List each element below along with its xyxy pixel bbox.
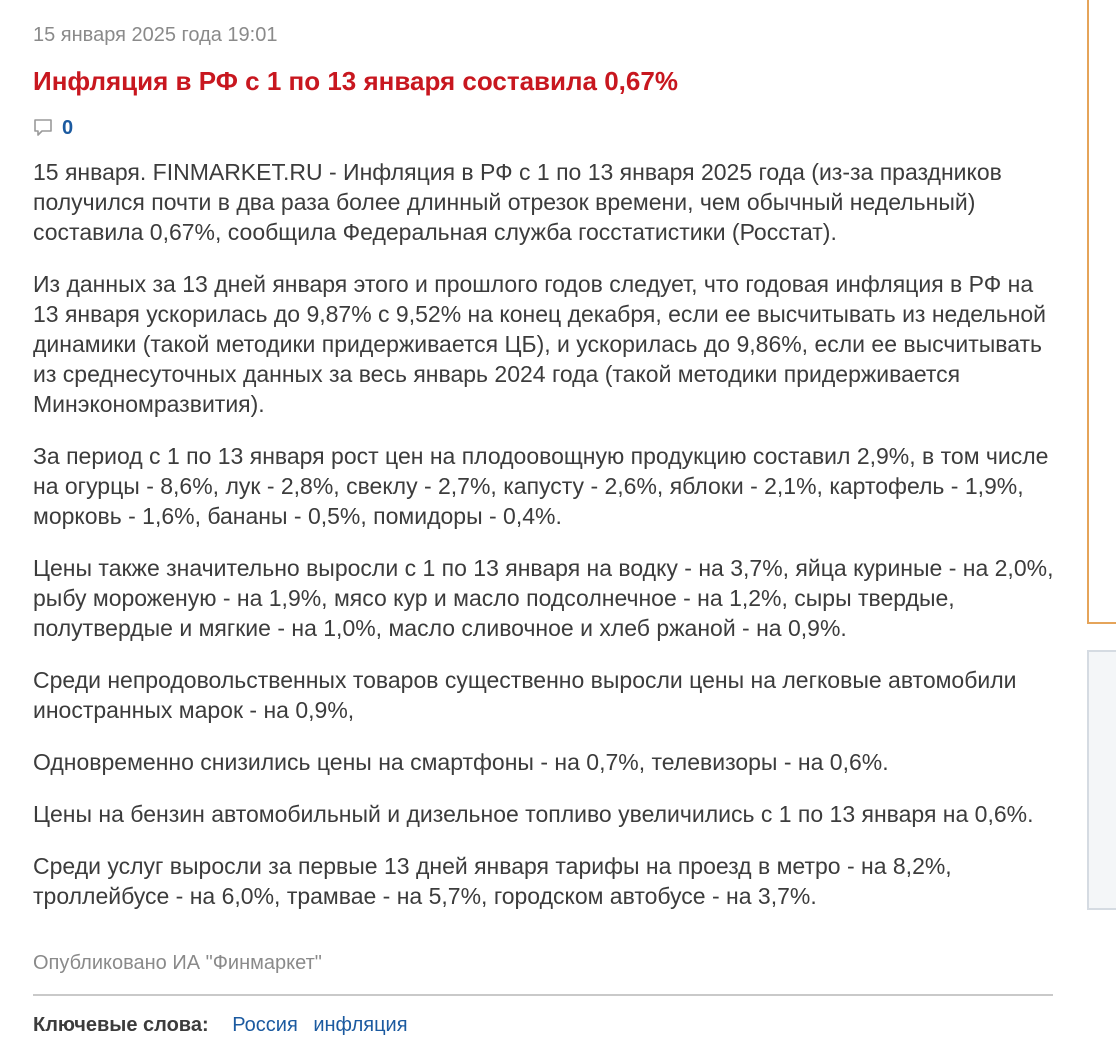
article-paragraph: Среди услуг выросли за первые 13 дней января тарифы на проезд в метро - на 8,2%, троллейбусе - на 6,0%, трамвае - на 5,7%, городском автобусе - на 3,7%. bbox=[33, 853, 952, 909]
keywords bbox=[33, 1012, 408, 1038]
article-title: Инфляция в РФ с 1 по 13 января составила 0,67% bbox=[33, 66, 678, 96]
article-paragraph: Из данных за 13 дней января этого и прошлого годов следует, что годовая инфляция в РФ на 13 января ускорилась до 9,87% с 9,52% на конец декабря, если ее высчитывать из недельной динамики (такой методики придерживается ЦБ), и ускорилась до 9,86%, если ее высчитывать из среднесуточных данных за весь январь 2024 года (такой методики придерживается Минэкономразвития). bbox=[33, 271, 1047, 417]
sidebar-panel-bottom bbox=[1087, 650, 1116, 910]
publication-source: Опубликовано ИА "Финмаркет" bbox=[33, 952, 322, 974]
comment-bubble-icon bbox=[33, 118, 53, 138]
article-body bbox=[33, 157, 1063, 933]
article-paragraph: Цены на бензин автомобильный и дизельное топливо увеличились с 1 по 13 января на 0,6%. bbox=[33, 801, 1034, 827]
article-paragraph: 15 января. FINMARKET.RU - Инфляция в РФ с 1 по 13 января 2025 года (из-за праздников получился почти в два раза более длинный отрезок времени, чем обычный недельный) составила 0,67%, сообщила Федеральная служба госстатистики (Росстат). bbox=[33, 159, 1002, 245]
divider bbox=[33, 994, 1053, 996]
article-paragraph: Цены также значительно выросли с 1 по 13 января на водку - на 3,7%, яйца куриные - на 2,0%, рыбу мороженую - на 1,9%, мясо кур и масло подсолнечное - на 1,2%, сыры твердые, полутвердые и мягкие - на 1,0%, масло сливочное и хлеб ржаной - на 0,9%. bbox=[33, 555, 1054, 641]
keyword-link-russia[interactable]: Россия bbox=[232, 1014, 298, 1036]
article-paragraph: Одновременно снизились цены на смартфоны - на 0,7%, телевизоры - на 0,6%. bbox=[33, 749, 889, 775]
article-paragraph: Среди непродовольственных товаров существенно выросли цены на легковые автомобили иностранных марок - на 0,9%, bbox=[33, 667, 1017, 723]
comments-link[interactable] bbox=[33, 115, 73, 141]
comment-count[interactable]: 0 bbox=[62, 116, 74, 139]
article-paragraph: За период с 1 по 13 января рост цен на плодоовощную продукцию составил 2,9%, в том числе на огурцы - 8,6%, лук - 2,8%, свеклу - 2,7%, капусту - 2,6%, яблоки - 2,1%, картофель - 1,9%, морковь - 1,6%, бананы - 0,5%, помидоры - 0,4%. bbox=[33, 443, 1049, 529]
keywords-label: Ключевые слова: bbox=[33, 1014, 209, 1036]
article-date: 15 января 2025 года 19:01 bbox=[33, 24, 278, 46]
keyword-link-inflation[interactable]: инфляция bbox=[313, 1014, 408, 1036]
sidebar-panel-top bbox=[1087, 0, 1116, 624]
